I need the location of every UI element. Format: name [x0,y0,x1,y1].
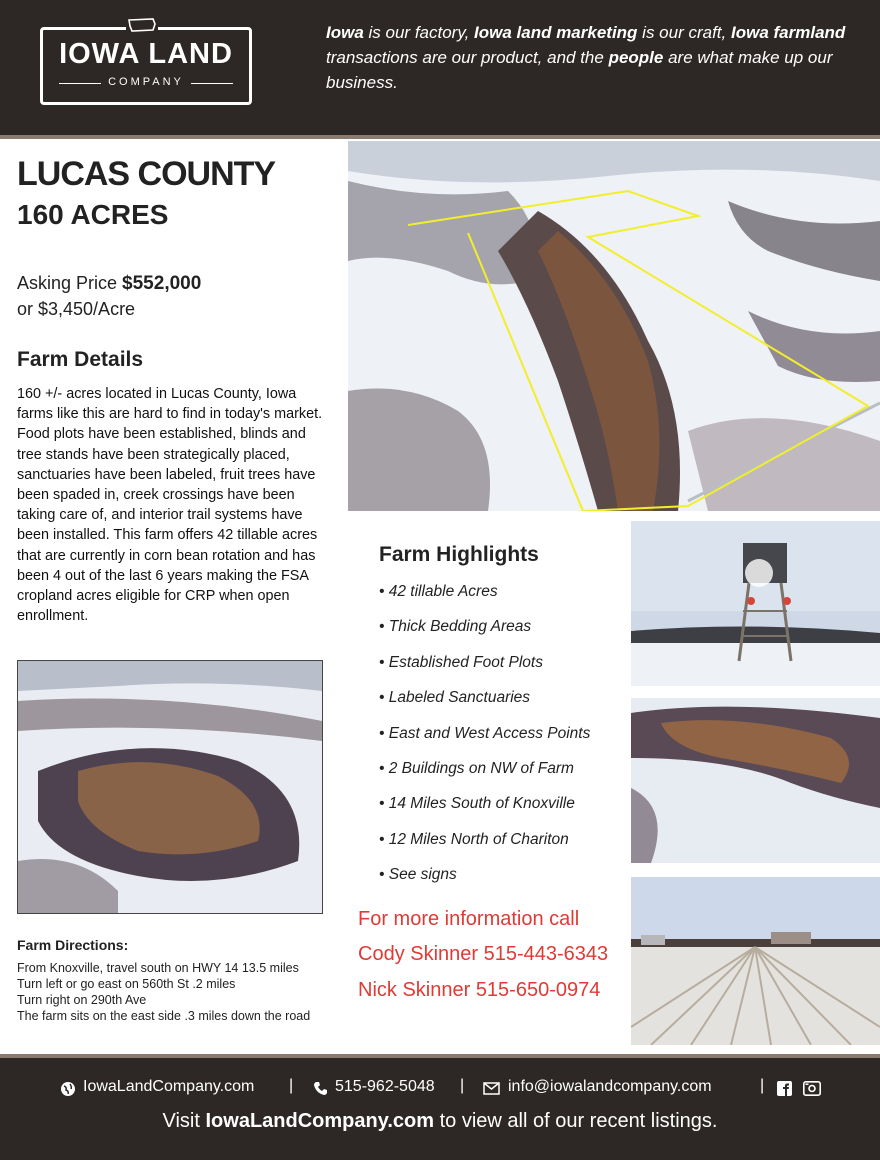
county-title: LUCAS COUNTY [17,155,276,193]
globe-icon [60,1081,76,1097]
crop-field-photo [631,877,880,1045]
contact-cody[interactable]: Cody Skinner 515-443-6343 [358,943,609,965]
asking-price: $552,000 [122,273,202,294]
footer-phone[interactable]: 515-962-5048 [335,1078,435,1095]
email-icon [483,1082,500,1095]
logo-rule-right [191,83,233,84]
tree-stand-photo [631,521,880,686]
aerial-photo-main [348,141,880,511]
highlight-item: • 14 Miles South of Knoxville [379,795,575,813]
aerial-photo-woods [17,660,323,914]
facebook-icon[interactable] [777,1081,792,1096]
footer-bar [0,1058,880,1160]
tagline-text: is our factory, [363,23,475,42]
highlight-item: • Thick Bedding Areas [379,618,532,636]
tagline-text: are what make up our business. [326,48,833,92]
direction-line: The farm sits on the east side .3 miles down the road [17,1009,311,1023]
visit-suffix: to view all of our recent listings. [434,1110,718,1132]
tagline-emphasis: Iowa land marketing [474,23,638,42]
farm-highlights-list [379,580,629,899]
farm-details-text: 160 +/- acres located in Lucas County, Iowa farms like this are hard to find in today's market. Food plots have been established, blinds and tree stands have been strategically placed, sanctuaries have been labeled, fruit trees have been spaded in, creek crossings have been taking care of, and interior trail systems have been installed. This farm offers 42 tillable acres that are currently in corn bean rotation and has been 4 out of the last 6 years making the FSA cropland acres eligible for CRP when open enrollment. [17,386,323,625]
highlight-item: • 2 Buildings on NW of Farm [379,759,574,777]
footer-separator: | [460,1077,465,1094]
highlight-item: • East and West Access Points [379,724,591,742]
footer-email[interactable]: info@iowalandcompany.com [508,1078,712,1095]
highlight-item: • Labeled Sanctuaries [379,689,531,707]
acres-title: 160 ACRES [17,199,169,230]
contact-prompt: For more information call [358,908,580,930]
footer-website-link[interactable]: IowaLandCompany.com [83,1078,255,1095]
instagram-icon[interactable] [803,1081,821,1096]
footer-visit-line [0,1110,880,1133]
farm-directions-heading: Farm Directions: [17,937,129,953]
logo-subtitle: COMPANY [108,76,184,88]
company-logo[interactable] [40,27,252,105]
highlight-item: • Established Foot Plots [379,653,543,671]
logo-title: IOWA LAND [59,38,233,70]
tagline-emphasis: Iowa [326,23,364,42]
direction-line: Turn left or go east on 560th St .2 miles [17,977,236,991]
visit-prefix: Visit [162,1110,206,1132]
highlight-item: • See signs [379,866,457,884]
asking-price-line [17,273,201,295]
company-tagline [326,20,846,95]
price-per-acre: or $3,450/Acre [17,299,136,319]
farm-highlights-heading: Farm Highlights [379,543,539,566]
header-divider [0,135,880,139]
footer-separator: | [289,1077,294,1094]
tagline-emphasis: Iowa farmland [730,23,846,42]
farm-details-heading: Farm Details [17,348,144,371]
asking-label: Asking Price [17,273,123,293]
phone-icon [313,1081,328,1096]
direction-line: Turn right on 290th Ave [17,993,147,1007]
direction-line: From Knoxville, travel south on HWY 14 13.5 miles [17,961,299,975]
woods-aerial-photo [631,698,880,863]
tagline-emphasis: people [608,48,664,67]
highlight-item: • 12 Miles North of Chariton [379,830,569,848]
contact-nick[interactable]: Nick Skinner 515-650-0974 [358,979,601,1001]
visit-website-link[interactable]: IowaLandCompany.com [205,1110,435,1132]
iowa-state-icon [126,16,158,34]
highlight-item: • 42 tillable Acres [379,583,498,600]
tagline-text: transactions are our product, and the [326,48,609,67]
tagline-text: is our craft, [637,23,731,42]
footer-separator: | [760,1077,765,1094]
